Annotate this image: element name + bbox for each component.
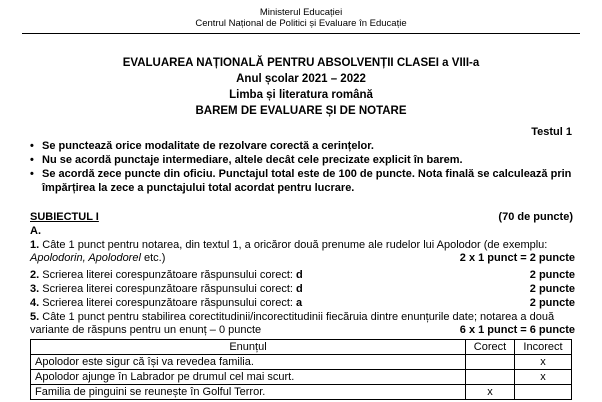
general-rules-list <box>30 139 575 195</box>
test-label: Testul 1 <box>531 126 572 138</box>
subject-points: (70 de puncte) <box>498 211 573 223</box>
rule-item: • Se punctează orice modalitate de rezolvare corectă a cerințelor. <box>30 140 374 152</box>
item-points: 2 x 1 punct = 2 puncte <box>459 252 575 264</box>
answer-item-3: 3. Scrierea literei corespunzătoare răspunsului corect: d 2 puncte <box>30 283 575 295</box>
table-row: Apolodor ajunge în Labrador pe drumul cel mai scurt. x <box>31 370 572 385</box>
bullet-icon: • <box>30 140 34 152</box>
answer-item-5: 5. Câte 1 punct pentru stabilirea corectitudinii/incorectitudinii fiecăruia dintre enunțurile date; notarea a două variante de răspuns pentru un enunț – 0 puncte 6 x 1 punct = 6 puncte <box>30 311 575 336</box>
section-a-label: A. <box>30 225 41 237</box>
barem-title: BAREM DE EVALUARE ȘI DE NOTARE <box>195 105 407 117</box>
header-correct: Corect <box>466 340 515 355</box>
subject-heading <box>30 211 573 224</box>
table-header-row <box>31 340 572 355</box>
item-points: 2 puncte <box>529 297 575 309</box>
ministry-name: Ministerul Educației <box>259 7 343 18</box>
rule-item: • Se acordă zece puncte din oficiu. Punctajul total este de 100 de puncte. Nota finală se calculează prin împărțirea la zece a punctajului total acordat pentru lucrare. <box>30 168 572 194</box>
rule-item: • Nu se acordă punctaje intermediare, altele decât cele precizate explicit în barem. <box>30 154 463 166</box>
item-points: 6 x 1 punct = 6 puncte <box>459 324 575 336</box>
item-points: 2 puncte <box>529 283 575 295</box>
true-false-table <box>30 339 572 400</box>
exam-title: EVALUAREA NAȚIONALĂ PENTRU ABSOLVENȚII CLASEI a VIII-a <box>122 57 480 69</box>
center-name: Centrul Național de Politici și Evaluare în Educație <box>195 18 407 29</box>
table-row: Familia de pinguini se reunește în Golful Terror. x <box>31 385 572 400</box>
answer-item-2: 2. Scrierea literei corespunzătoare răspunsului corect: d 2 puncte <box>30 269 575 281</box>
school-year: Anul școlar 2021 – 2022 <box>236 73 366 85</box>
header-divider <box>22 33 580 34</box>
answer-letter: d <box>296 269 303 281</box>
item-points: 2 puncte <box>529 269 575 281</box>
subject-title-label: SUBIECTUL I <box>30 211 99 223</box>
bullet-icon: • <box>30 154 34 166</box>
header-statement: Enunțul <box>31 340 466 355</box>
subject-title: Limba și literatura română <box>229 89 373 101</box>
answer-letter: d <box>296 283 303 295</box>
answer-item-4: 4. Scrierea literei corespunzătoare răspunsului corect: a 2 puncte <box>30 297 575 309</box>
header-incorrect: Incorect <box>515 340 572 355</box>
table-row: Apolodor este sigur că își va revedea familia. x <box>31 355 572 370</box>
answer-item-1: 1. Câte 1 punct pentru notarea, din textul 1, a oricăror două prenume ale rudelor lui Apolodor (de exemplu: Apolodorin, Apolodorel etc.) 2 x 1 punct = 2 puncte <box>30 239 575 264</box>
answer-letter: a <box>296 297 303 309</box>
bullet-icon: • <box>30 168 34 180</box>
